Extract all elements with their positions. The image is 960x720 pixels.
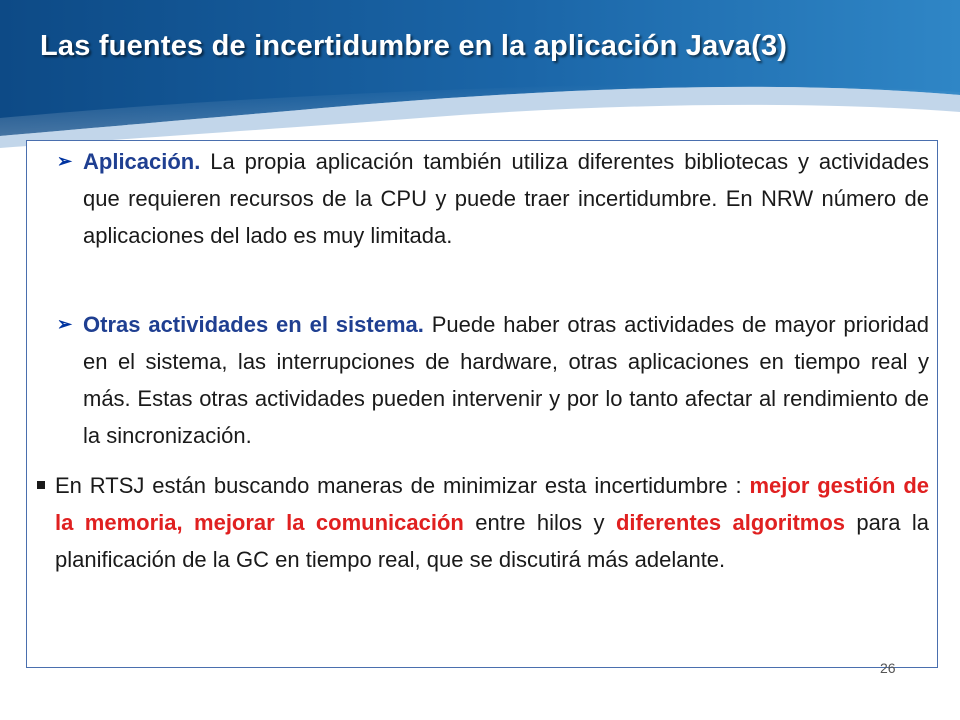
highlight-algoritmos: diferentes algoritmos	[615, 510, 845, 535]
bullet-otras-actividades	[57, 306, 929, 454]
slide-title: Las fuentes de incertidumbre en la aplicación Java(3)	[40, 30, 788, 62]
page-number: 26	[880, 660, 896, 676]
content-box	[26, 140, 938, 668]
bullet-text: entre hilos y	[463, 510, 616, 535]
bullet-text: para la planificación de la GC en tiempo real, que se discutirá más adelante.	[55, 510, 930, 572]
bullet-text: En RTSJ están buscando maneras de minimizar esta incertidumbre :	[55, 473, 750, 498]
bullet-rtsj	[55, 467, 929, 578]
bullet-term: Otras actividades en el sistema.	[83, 312, 424, 337]
header-banner	[0, 0, 960, 150]
bullet-text: La propia aplicación también utiliza diferentes bibliotecas y actividades que requieren recursos de la CPU y puede traer incertidumbre. En NRW número de aplicaciones del lado es muy limitada.	[83, 149, 929, 248]
bullet-aplicacion	[57, 143, 929, 254]
bullet-term: Aplicación.	[83, 149, 201, 174]
arrow-bullet-icon: ➢	[57, 314, 73, 334]
arrow-bullet-icon: ➢	[57, 151, 73, 171]
bullet-text: Puede haber otras actividades de mayor prioridad en el sistema, las interrupciones de hardware, otras aplicaciones en tiempo real y más. Estas otras actividades pueden intervenir y por lo tanto afectar al rendimiento de la sincronización.	[83, 312, 929, 448]
highlight-memoria-comunicacion: mejor gestión de la memoria, mejorar la comunicación	[55, 473, 929, 535]
header-wave-graphic	[0, 0, 960, 150]
square-bullet-icon	[37, 481, 45, 489]
